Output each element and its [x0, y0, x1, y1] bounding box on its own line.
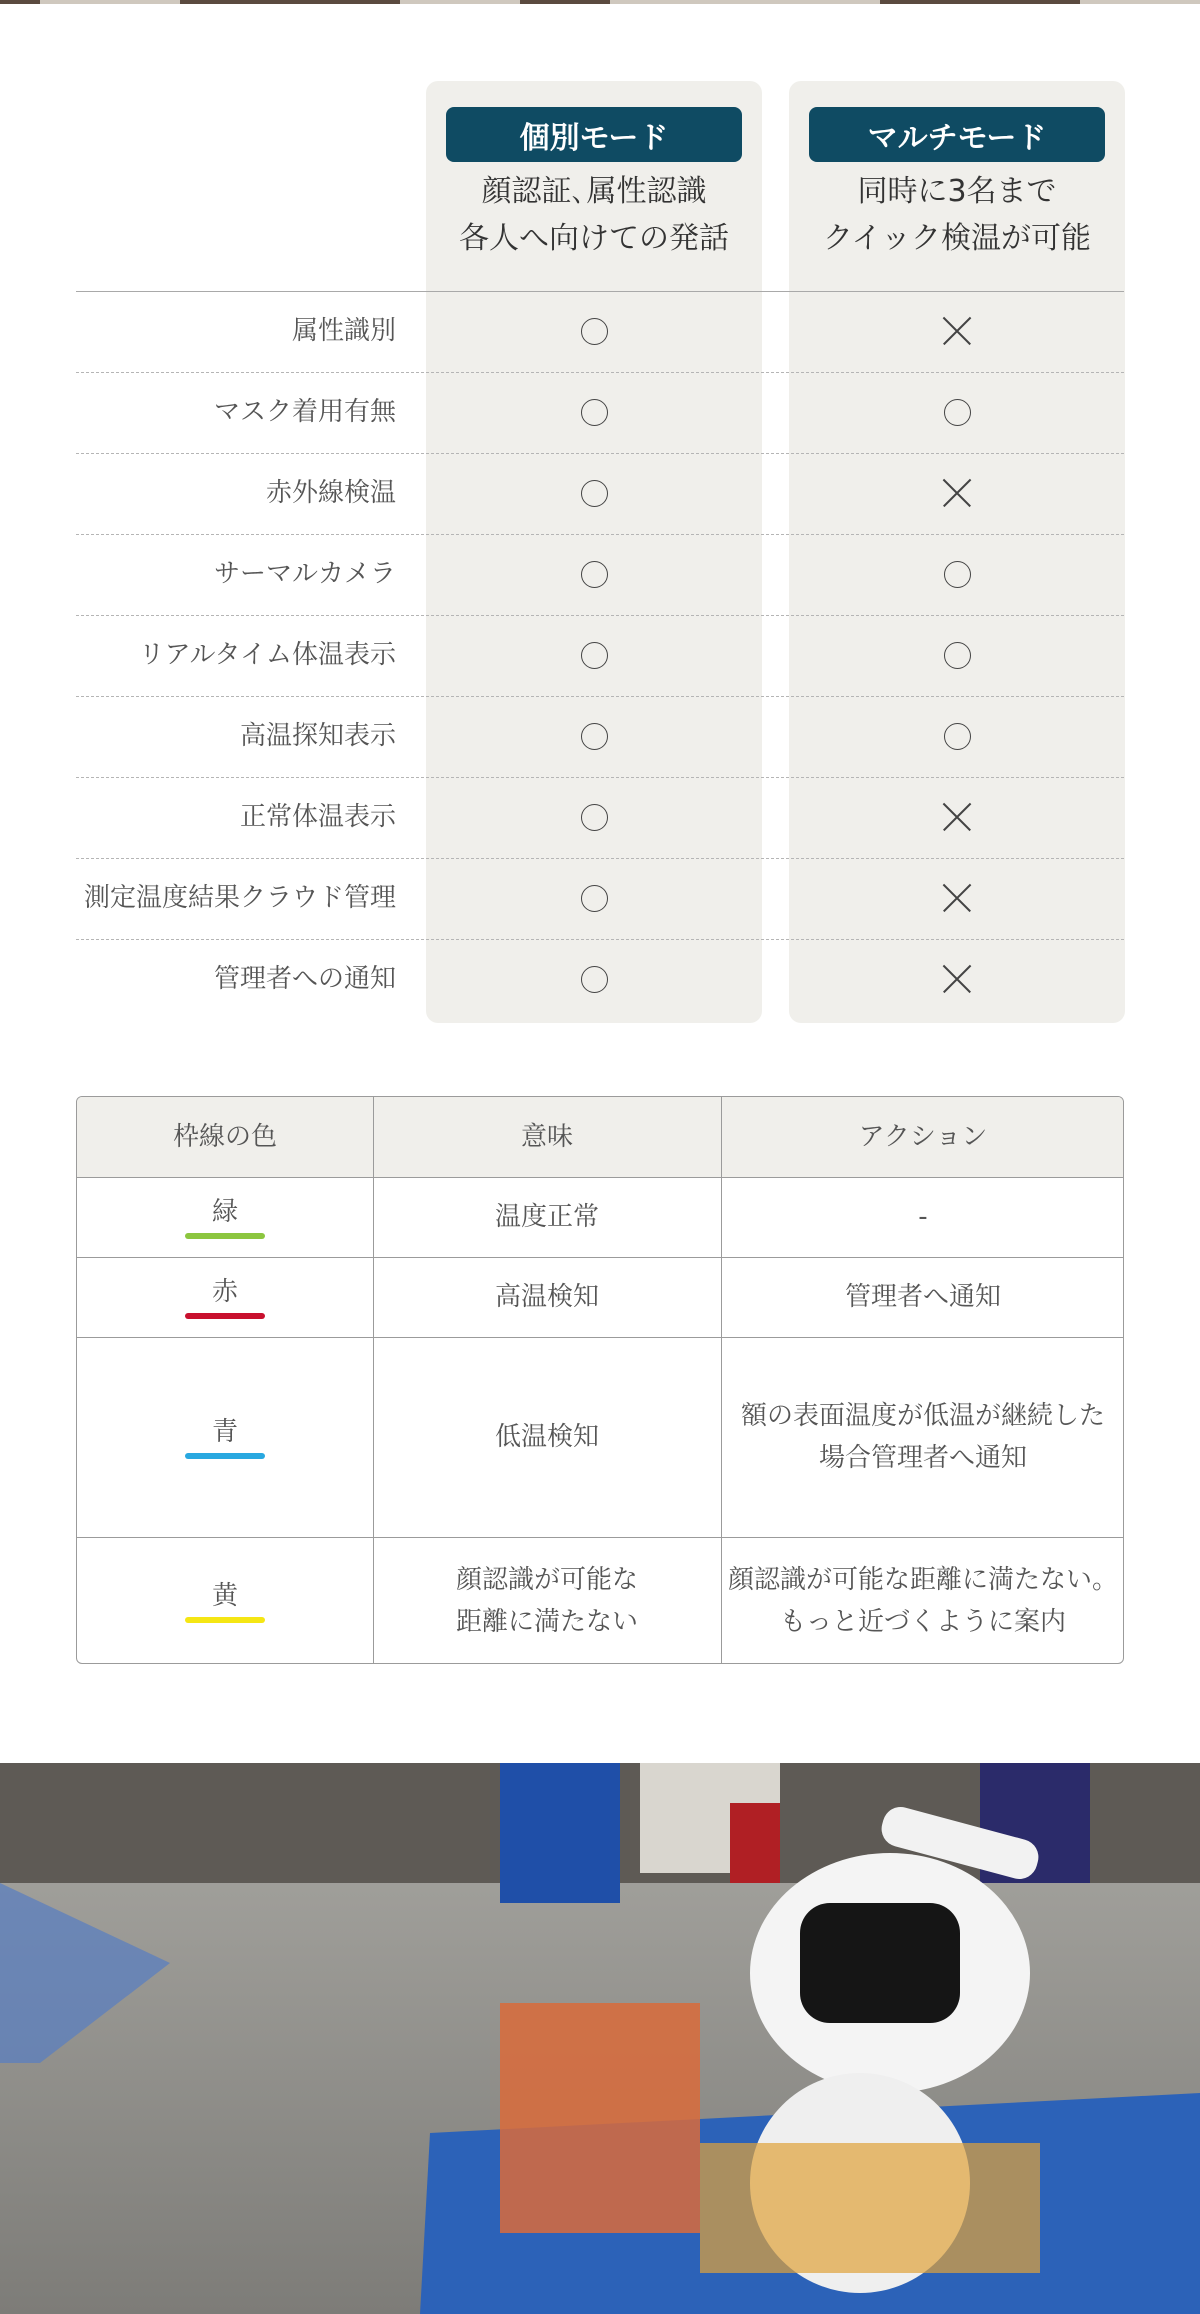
multi-mode-support — [789, 939, 1125, 1019]
individual-mode-support — [426, 534, 762, 614]
multi-mode-support — [789, 453, 1125, 533]
color-underline — [185, 1617, 265, 1623]
meaning-cell: 高温検知 — [494, 1282, 599, 1312]
meaning-line: 顔認識が可能な — [455, 1565, 638, 1595]
circle-icon — [944, 399, 971, 426]
circle-icon — [581, 885, 608, 912]
circle-icon — [581, 318, 608, 345]
feature-label: マスク着用有無 — [213, 397, 396, 427]
color-underline — [185, 1453, 265, 1459]
feature-label: 高温探知表示 — [239, 721, 396, 751]
feature-row — [76, 372, 1124, 452]
cross-icon — [942, 802, 972, 832]
border-color-table — [76, 1096, 1124, 1664]
feature-row — [76, 696, 1124, 776]
color-name: 青 — [211, 1417, 238, 1447]
multi-mode-support — [789, 858, 1125, 938]
circle-icon — [581, 480, 608, 507]
circle-icon — [944, 642, 971, 669]
feature-label: リアルタイム体温表示 — [138, 640, 396, 670]
multi-mode-desc-line: 同時に3名まで — [857, 174, 1057, 209]
individual-mode-support — [426, 372, 762, 452]
circle-icon — [581, 723, 608, 750]
color-swatch-red — [77, 1257, 373, 1337]
multi-mode-desc-line: クイック検温が可能 — [823, 221, 1091, 256]
meaning-cell: 低温検知 — [494, 1422, 599, 1452]
multi-mode-support — [789, 534, 1125, 614]
action-cell — [721, 1337, 1124, 1537]
meaning-cell — [373, 1537, 721, 1664]
individual-mode-desc-line: 顔認証､属性認識 — [481, 174, 707, 209]
individual-mode-badge: 個別モード — [446, 107, 742, 162]
feature-row — [76, 534, 1124, 614]
multi-mode-support — [789, 615, 1125, 695]
multi-mode-support — [789, 696, 1125, 776]
robot-photo — [0, 1763, 1200, 2314]
action-line: 場合管理者へ通知 — [818, 1443, 1027, 1473]
action-cell — [721, 1537, 1124, 1664]
individual-mode-support — [426, 291, 762, 371]
individual-mode-desc-line: 各人へ向けての発話 — [459, 221, 729, 256]
action-line: もっと近づくように案内 — [779, 1607, 1066, 1637]
action-line: 顔認識が可能な距離に満たない。 — [727, 1565, 1118, 1595]
multi-mode-support — [789, 372, 1125, 452]
cross-icon — [942, 316, 972, 346]
feature-label: サーマルカメラ — [213, 559, 396, 589]
action-cell: - — [918, 1202, 928, 1232]
feature-row — [76, 939, 1124, 1019]
color-name: 赤 — [211, 1277, 238, 1307]
meaning-cell: 温度正常 — [494, 1202, 599, 1232]
individual-mode-support — [426, 858, 762, 938]
circle-icon — [581, 642, 608, 669]
color-swatch-blue — [77, 1337, 373, 1537]
color-name: 黄 — [211, 1581, 238, 1611]
individual-mode-support — [426, 453, 762, 533]
individual-mode-support — [426, 939, 762, 1019]
color-swatch-green — [77, 1177, 373, 1257]
meaning-line: 距離に満たない — [455, 1607, 638, 1637]
header-color: 枠線の色 — [172, 1122, 277, 1152]
feature-row — [76, 453, 1124, 533]
color-underline — [185, 1233, 265, 1239]
feature-label: 測定温度結果クラウド管理 — [83, 883, 396, 913]
cross-icon — [942, 883, 972, 913]
feature-label: 赤外線検温 — [265, 478, 396, 508]
feature-label: 属性識別 — [291, 316, 396, 346]
circle-icon — [581, 804, 608, 831]
action-cell: 管理者へ通知 — [844, 1282, 1001, 1312]
color-underline — [185, 1313, 265, 1319]
multi-mode-support — [789, 777, 1125, 857]
circle-icon — [581, 966, 608, 993]
circle-icon — [581, 399, 608, 426]
multi-mode-support — [789, 291, 1125, 371]
cross-icon — [942, 964, 972, 994]
robot-photo-illustration — [0, 1763, 1200, 2314]
header-meaning: 意味 — [520, 1122, 573, 1152]
circle-icon — [581, 561, 608, 588]
feature-row — [76, 291, 1124, 371]
color-name: 緑 — [211, 1197, 238, 1227]
feature-label: 管理者への通知 — [213, 964, 396, 994]
multi-mode-description — [789, 168, 1125, 262]
individual-mode-support — [426, 615, 762, 695]
feature-label: 正常体温表示 — [239, 802, 396, 832]
top-image-strip — [0, 0, 1200, 4]
circle-icon — [944, 723, 971, 750]
individual-mode-support — [426, 777, 762, 857]
circle-icon — [944, 561, 971, 588]
color-swatch-yellow — [77, 1537, 373, 1664]
header-action: アクション — [858, 1122, 988, 1152]
feature-row — [76, 615, 1124, 695]
individual-mode-support — [426, 696, 762, 776]
cross-icon — [942, 478, 972, 508]
individual-mode-description — [426, 168, 762, 262]
feature-row — [76, 777, 1124, 857]
multi-mode-badge: マルチモード — [809, 107, 1105, 162]
feature-row — [76, 858, 1124, 938]
action-line: 額の表面温度が低温が継続した — [740, 1401, 1105, 1431]
